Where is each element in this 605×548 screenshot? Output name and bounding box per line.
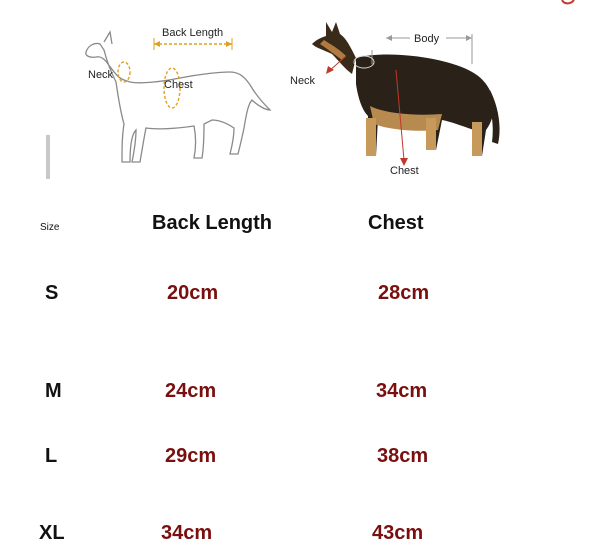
back-length-header: Back Length: [152, 212, 273, 234]
size-s-chest: 28cm: [378, 282, 430, 304]
neck-diagram-label: Neck: [88, 69, 114, 81]
size-l-chest: 38cm: [377, 445, 429, 467]
size-xl-label: XL: [39, 522, 65, 544]
size-m-label: M: [45, 380, 62, 402]
size-s-back-length: 20cm: [167, 282, 219, 304]
size-s-label: S: [45, 282, 59, 304]
dog-outline-shape: [86, 43, 270, 162]
size-l-label: L: [45, 445, 58, 467]
shepherd-photo-diagram: [286, 10, 516, 180]
chest-header: Chest: [368, 212, 424, 234]
red-corner-mark: [556, 0, 584, 5]
size-m-chest: 34cm: [376, 380, 428, 402]
left-divider-bar: [46, 135, 50, 179]
size-l-back-length: 29cm: [165, 445, 217, 467]
chest-photo-label: Chest: [390, 165, 419, 177]
size-xl-chest: 43cm: [372, 522, 424, 544]
chest-diagram-label: Chest: [164, 79, 193, 91]
body-diagram-label: Body: [414, 33, 440, 45]
neck-photo-label: Neck: [290, 75, 316, 87]
back-length-diagram-label: Back Length: [162, 27, 224, 39]
dog-outline-diagram: [80, 12, 280, 187]
size-header: Size: [40, 222, 60, 233]
german-shepherd-image: [312, 22, 500, 156]
size-m-back-length: 24cm: [165, 380, 217, 402]
size-xl-back-length: 34cm: [161, 522, 213, 544]
